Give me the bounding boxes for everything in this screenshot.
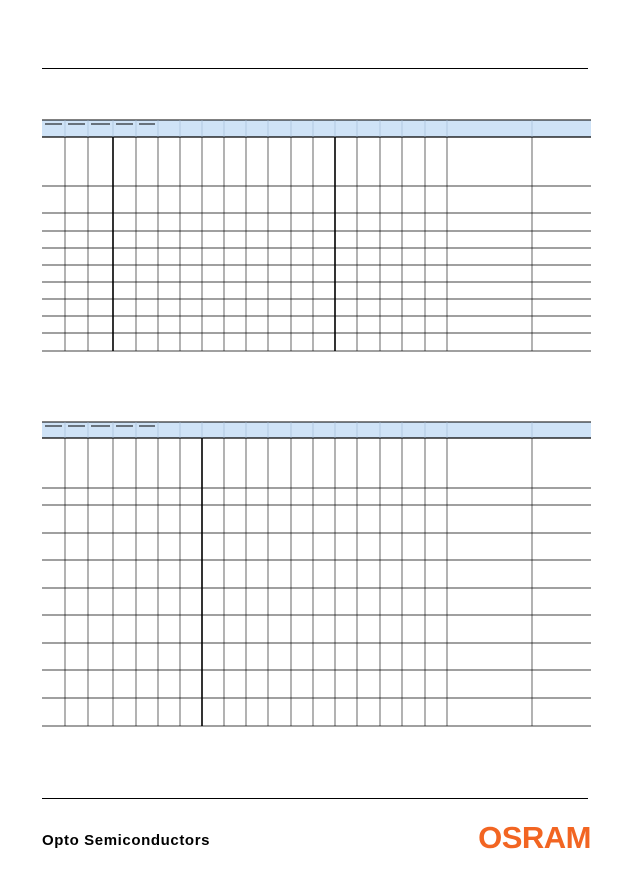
table-header-band xyxy=(42,422,591,438)
company-label: Opto Semiconductors xyxy=(42,832,211,849)
bottom-rule xyxy=(42,798,588,799)
table-bottom xyxy=(42,422,591,726)
table-top xyxy=(42,120,591,351)
osram-logo-text: OSRAM xyxy=(478,819,591,855)
osram-logo xyxy=(455,820,591,854)
table-header-band xyxy=(42,120,591,137)
